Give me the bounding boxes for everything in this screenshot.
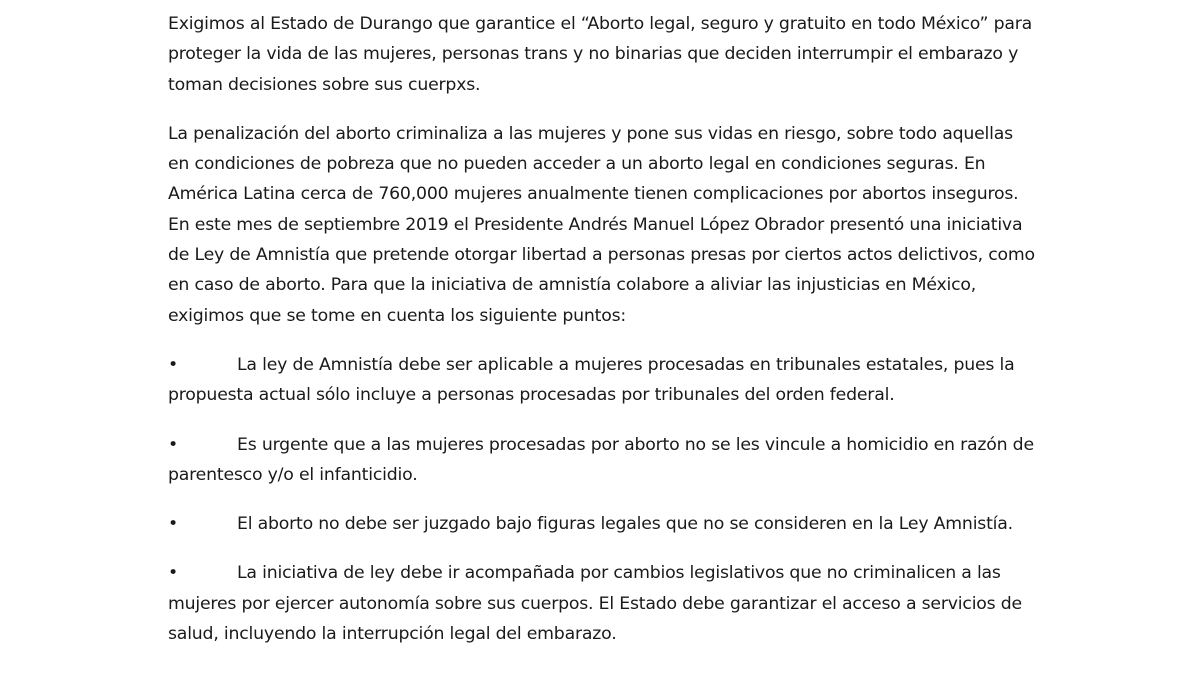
bullet-item: [168, 430, 1038, 491]
bullet-icon: •: [168, 563, 178, 584]
bullet-icon: •: [168, 354, 178, 375]
paragraph-context: La penalización del aborto criminaliza a las mujeres y pone sus vidas en riesgo, sobre todo aquellas en condiciones de pobreza que no pueden acceder a un aborto legal en condiciones seguras. En América Latina cerca de 760,000 mujeres anualmente tienen complicaciones por abortos inseguros. En este mes de septiembre 2019 el Presidente Andrés Manuel López Obrador presentó una iniciativa de Ley de Amnistía que pretende otorgar libertad a personas presas por ciertos actos delictivos, como en caso de aborto. Para que la iniciativa de amnistía colabore a aliviar las injusticias en México, exigimos que se tome en cuenta los siguiente puntos:: [168, 123, 1035, 326]
bullet-item: [168, 350, 1038, 411]
bullet-icon: •: [168, 514, 178, 535]
paragraph-demand: Exigimos al Estado de Durango que garantice el “Aborto legal, seguro y gratuito en todo México” para proteger la vida de las mujeres, personas trans y no binarias que deciden interrumpir el embarazo y toman decisiones sobre sus cuerpxs.: [168, 14, 1033, 95]
document-body: [168, 9, 1038, 668]
bullet-text: La iniciativa de ley debe ir acompañada por cambios legislativos que no criminalicen a las mujeres por ejercer autonomía sobre sus cuerpos. El Estado debe garantizar el acceso a servicios de salud, incluyendo la interrupción legal del embarazo.: [168, 563, 1022, 645]
bullet-item: [168, 509, 1038, 539]
bullet-icon: •: [168, 434, 178, 455]
bullet-item: [168, 558, 1038, 649]
bullet-text: El aborto no debe ser juzgado bajo figuras legales que no se consideren en la Ley Amnistía.: [237, 514, 1013, 535]
bullet-text: Es urgente que a las mujeres procesadas por aborto no se les vincule a homicidio en razón de parentesco y/o el infanticidio.: [168, 434, 1034, 485]
bullet-text: La ley de Amnistía debe ser aplicable a mujeres procesadas en tribunales estatales, pues la propuesta actual sólo incluye a personas procesadas por tribunales del orden federal.: [168, 354, 1015, 406]
